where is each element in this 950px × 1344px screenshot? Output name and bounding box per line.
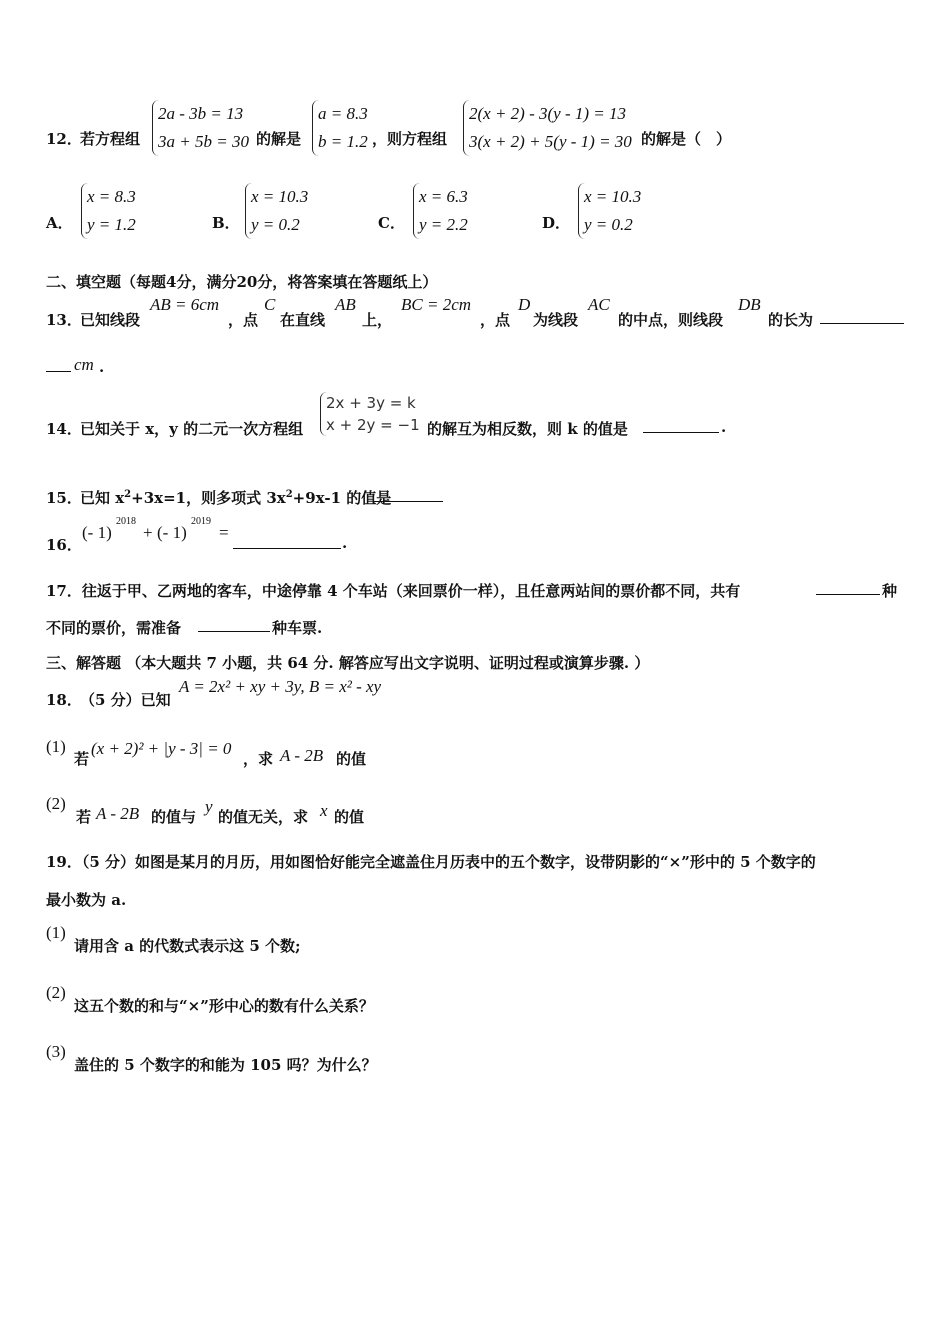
q18-text: （5 分）已知 [80, 691, 171, 709]
q12-mid1: 的解是 [256, 130, 302, 148]
option-b-system [245, 183, 308, 239]
q19-part-1-text: 请用含 a 的代数式表示这 5 个数; [74, 937, 301, 955]
option-a-system [81, 183, 136, 239]
q13-text: 在直线 [280, 311, 326, 329]
q16-base-2: (- 1) [157, 523, 187, 542]
option-a-label: A． [46, 214, 73, 232]
q18-part-1-text: 的值 [336, 750, 367, 768]
q18-part-2-text: 的值与 [151, 808, 197, 826]
q19-part-3-number: (3) [46, 1042, 66, 1061]
q18-part-1-expression: A - 2B [280, 746, 324, 765]
q18-part-2-variable: y [205, 797, 213, 816]
q16-base-1: (- 1) [82, 523, 112, 542]
q19-part-2-text: 这五个数的和与“×”形中心的数有什么关系？ [74, 997, 374, 1015]
q15-text-part: +9x-1 的值是 [292, 489, 392, 507]
q13-text: 上， [362, 311, 393, 329]
q17-line-1-end: 种 [882, 582, 898, 600]
q14-answer-blank[interactable] [643, 418, 719, 437]
q18-part-1-number: (1) [46, 737, 66, 756]
equation: y = 2.2 [419, 215, 468, 234]
equation: x = 10.3 [584, 187, 642, 206]
q12-tail: 的解是（ ） [641, 130, 732, 148]
q13-text: 为线段 [533, 311, 579, 329]
equation: y = 1.2 [87, 215, 136, 234]
q15-number: 15． [46, 489, 82, 507]
q18-part-1-formula: (x + 2)² + |y - 3| = 0 [91, 739, 232, 758]
q18-part-1-text: ，求 [243, 750, 274, 768]
equation: x = 10.3 [251, 187, 309, 206]
equation: a = 8.3 [318, 104, 368, 123]
q14-system [320, 392, 420, 436]
q15-text-part: 已知 x [80, 489, 125, 507]
q18-number: 18． [46, 691, 82, 709]
q17-answer-blank-2[interactable] [198, 617, 270, 636]
q12-system-1 [152, 100, 249, 156]
q15-text [80, 487, 391, 508]
option-d-system [578, 183, 641, 239]
q13-math: BC = 2cm [401, 295, 472, 314]
q18-part-2-text: 若 [76, 808, 92, 826]
equation: x = 6.3 [419, 187, 468, 206]
q13-math: D [518, 295, 531, 314]
equation: x + 2y = −1 [326, 416, 420, 434]
equation: 2x + 3y = k [326, 394, 416, 412]
q17-line-1: 17．往返于甲、乙两地的客车，中途停靠 4 个车站（来回票价一样），且任意两站间的票价都不同，共有 [46, 582, 741, 600]
section-3-title: 三、解答题 （本大题共 7 小题，共 64 分. 解答应写出文字说明、证明过程或演算步骤. ） [46, 654, 650, 672]
q13-answer-blank[interactable] [820, 309, 904, 328]
q15-answer-blank[interactable] [373, 487, 443, 506]
q18-part-2-number: (2) [46, 794, 66, 813]
q18-formula: A = 2x² + xy + 3y, B = x² - xy [179, 677, 382, 696]
equation: 2(x + 2) - 3(y - 1) = 13 [469, 104, 627, 123]
section-2-title: 二、填空题（每题4分，满分20分，将答案填在答题纸上） [46, 273, 438, 291]
option-d-label: D． [542, 214, 571, 232]
q16-number: 16． [46, 536, 82, 554]
equation: y = 0.2 [251, 215, 300, 234]
q13-answer-blank-continued[interactable] [46, 357, 71, 376]
q12-number: 12． [46, 130, 82, 148]
q13-unit: cm [74, 355, 94, 374]
q13-text: 的长为 [768, 311, 814, 329]
q15-superscript: 2 [285, 489, 293, 500]
q16-exponent-2: 2019 [191, 516, 211, 527]
q13-math: AB [335, 295, 356, 314]
q13-math: DB [738, 295, 761, 314]
q13-number: 13． [46, 311, 82, 329]
equation: y = 0.2 [584, 215, 633, 234]
equation: 3a + 5b = 30 [158, 132, 249, 151]
equation: 2a - 3b = 13 [158, 104, 244, 123]
q12-system-3 [463, 100, 632, 156]
q15-superscript: 2 [124, 489, 132, 500]
q14-number: 14． [46, 420, 82, 438]
equation: x = 8.3 [87, 187, 136, 206]
q19-part-2-number: (2) [46, 983, 66, 1002]
q16-period: . [342, 534, 348, 552]
q17-line-2-end: 种车票. [272, 619, 323, 637]
q13-math: C [264, 295, 276, 314]
q14-text: 已知关于 x，y 的二元一次方程组 [80, 420, 304, 438]
q17-answer-blank-1[interactable] [816, 580, 880, 599]
q17-line-2: 不同的票价，需准备 [46, 619, 182, 637]
q13-math: AC [588, 295, 610, 314]
option-b-label: B． [212, 214, 240, 232]
q19-part-3-text: 盖住的 5 个数字的和能为 105 吗？为什么？ [74, 1056, 377, 1074]
q19-line-2: 最小数为 a. [46, 891, 127, 909]
q13-math: AB = 6cm [150, 295, 220, 314]
q13-period: . [99, 358, 105, 376]
q14-period: . [721, 418, 727, 436]
q18-part-2-text: 的值无关，求 [218, 808, 309, 826]
q13-text: ，点 [228, 311, 259, 329]
q19-part-1-number: (1) [46, 923, 66, 942]
q16-answer-blank[interactable] [233, 534, 341, 553]
q16-equals: = [219, 523, 229, 542]
equation: b = 1.2 [318, 132, 368, 151]
q12-system-2 [312, 100, 368, 156]
q18-part-2-expression: A - 2B [96, 804, 140, 823]
q15-text-part: +3x=1，则多项式 3x [131, 489, 286, 507]
equation: 3(x + 2) + 5(y - 1) = 30 [469, 132, 632, 151]
q18-part-2-text: 的值 [334, 808, 365, 826]
q12-mid2: ，则方程组 [372, 130, 448, 148]
q13-text: 已知线段 [80, 311, 141, 329]
q16-plus: + [143, 523, 153, 542]
q16-exponent-1: 2018 [116, 516, 136, 527]
q19-line-1: 19．（5 分）如图是某月的月历，用如图恰好能完全遮盖住月历表中的五个数字，设带阴影的“×”形中的 5 个数字的 [46, 853, 816, 871]
option-c-label: C． [378, 214, 405, 232]
q14-text: 的解互为相反数，则 k 的值是 [427, 420, 628, 438]
q13-text: ，点 [480, 311, 511, 329]
q18-part-2-variable: x [320, 801, 328, 820]
q18-part-1-text: 若 [74, 750, 90, 768]
option-c-system [413, 183, 468, 239]
q12-lead: 若方程组 [80, 130, 141, 148]
q13-text: 的中点，则线段 [618, 311, 724, 329]
